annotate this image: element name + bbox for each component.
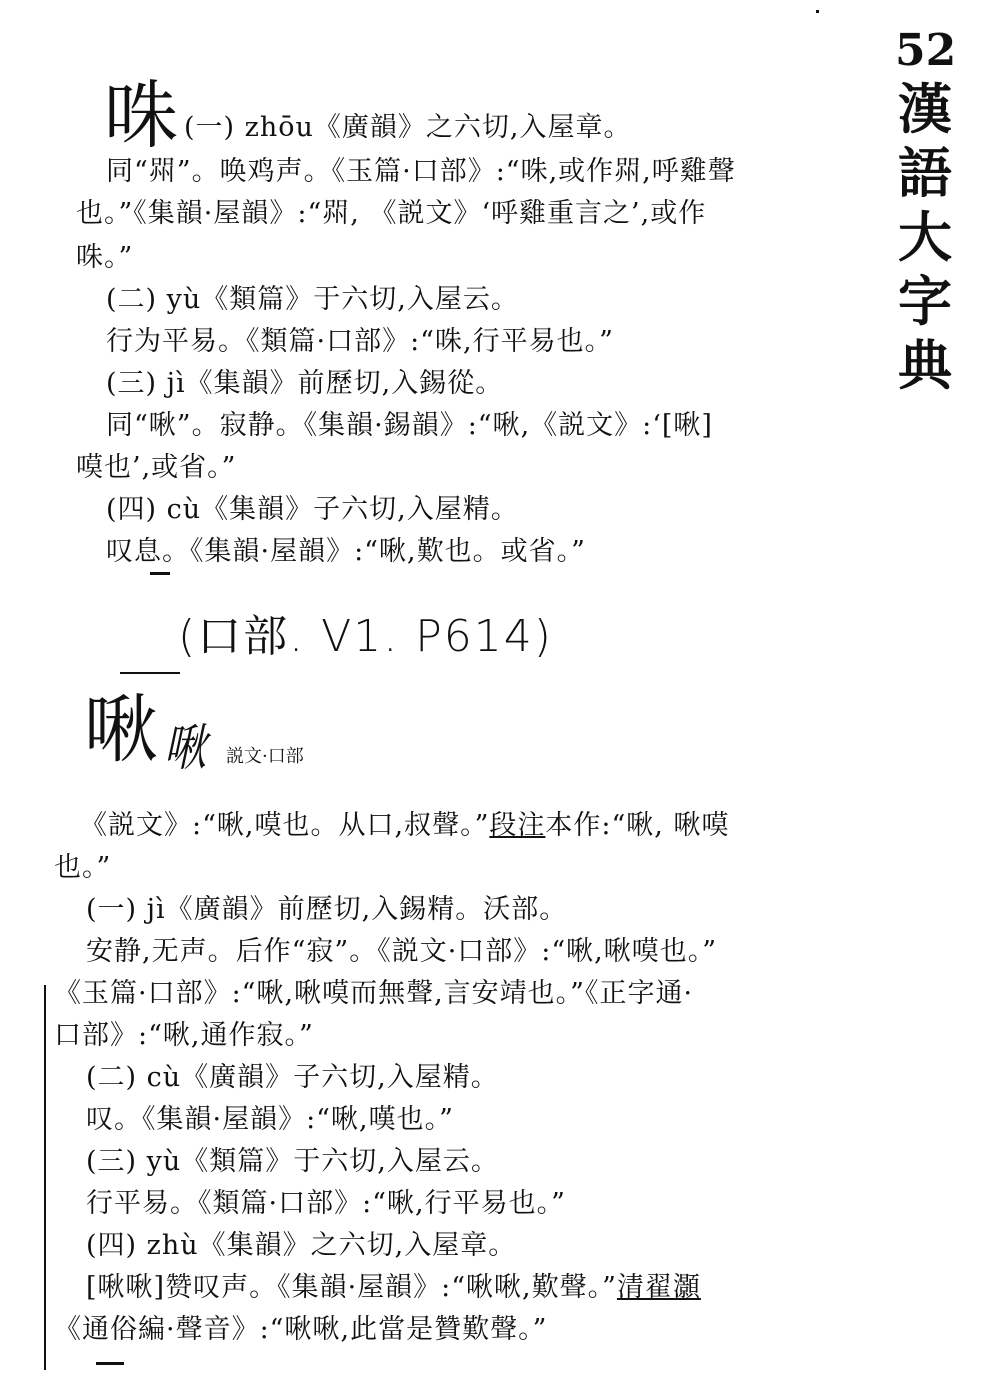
entry2-zanbao: [啾啾]赞叹声。《集韻·屋韻》:“啾啾,歎聲。”	[86, 1272, 617, 1303]
entry2-seal-script-form: 啾	[163, 719, 207, 777]
entry1-line-5: (二) yù《類篇》于六切,入屋云。	[106, 284, 519, 315]
scan-speck	[120, 672, 180, 674]
scan-margin-line	[44, 985, 46, 1370]
book-title-char-2: 語	[898, 141, 952, 205]
scan-speck	[96, 1362, 124, 1365]
page-number: 52	[895, 25, 957, 76]
entry2-underlined-name: 段注	[489, 810, 546, 841]
handwritten-note: (口部. V1. P614)	[178, 611, 553, 662]
entry2-line-2: 也。”	[54, 852, 112, 883]
entry1-line-4: 咮。”	[76, 242, 134, 273]
book-title-char-4: 字	[898, 269, 952, 333]
entry2-line-12	[86, 1268, 701, 1308]
entry2-line-11: (四) zhù《集韻》之六切,入屋章。	[86, 1230, 517, 1261]
entry2-line-5: 《玉篇·口部》:“啾,啾嗼而無聲,言安靖也。”《正字通·	[54, 978, 694, 1009]
scan-speck	[816, 10, 819, 13]
entry1-line-9: 嗼也’,或省。”	[76, 452, 237, 483]
entry2-line-7: (二) cù《廣韻》子六切,入屋精。	[86, 1062, 499, 1093]
entry1-line-2: 同“喌”。唤鸡声。《玉篇·口部》:“咮,或作喌,呼雞聲	[106, 156, 736, 187]
entry2-line-1	[80, 806, 729, 846]
entry2-line-8: 叹。《集韻·屋韻》:“啾,嘆也。”	[86, 1104, 454, 1135]
entry1-line-11: 叹息。《集韻·屋韻》:“啾,歎也。或省。”	[106, 536, 586, 567]
entry2-line-10: 行平易。《類篇·口部》:“啾,行平易也。”	[86, 1188, 566, 1219]
entry1-line-6: 行为平易。《類篇·口部》:“咮,行平易也。”	[106, 326, 614, 357]
entry1-line-8: 同“啾”。寂静。《集韻·錫韻》:“啾,《説文》:‘[啾]	[106, 410, 713, 441]
entry2-line-4: 安静,无声。后作“寂”。《説文·口部》:“啾,啾嗼也。”	[86, 936, 718, 967]
entry2-line-3: (一) jì《廣韻》前歷切,入錫精。沃部。	[86, 894, 568, 925]
entry2-line-9: (三) yù《類篇》于六切,入屋云。	[86, 1146, 499, 1177]
entry1-line-1: (一) zhōu《廣韻》之六切,入屋章。	[184, 112, 632, 143]
scan-speck	[150, 572, 170, 575]
entry2-underlined-author: 清翟灝	[616, 1272, 701, 1303]
entry2-head-character: 啾	[84, 687, 158, 773]
book-title-char-1: 漢	[898, 77, 952, 141]
entry1-line-7: (三) jì《集韻》前歷切,入錫從。	[106, 368, 504, 399]
book-title-char-3: 大	[898, 205, 952, 269]
entry2-source-label: 説文·口部	[226, 746, 304, 767]
entry1-head-character: 咮	[104, 73, 178, 159]
entry2-line-6: 口部》:“啾,通作寂。”	[54, 1020, 314, 1051]
entry1-line-3: 也。”《集韻·屋韻》:“喌, 《説文》‘呼雞重言之’,或作	[76, 198, 707, 229]
entry2-quote: 《説文》:“啾,嗼也。从口,叔聲。”	[80, 810, 490, 841]
entry2-line-13: 《通俗編·聲音》:“啾啾,此當是贊歎聲。”	[54, 1314, 548, 1345]
entry2-quote-cont: 本作:“啾, 啾嗼	[545, 810, 730, 841]
book-title-char-5: 典	[898, 333, 952, 397]
entry1-line-10: (四) cù《集韻》子六切,入屋精。	[106, 494, 519, 525]
